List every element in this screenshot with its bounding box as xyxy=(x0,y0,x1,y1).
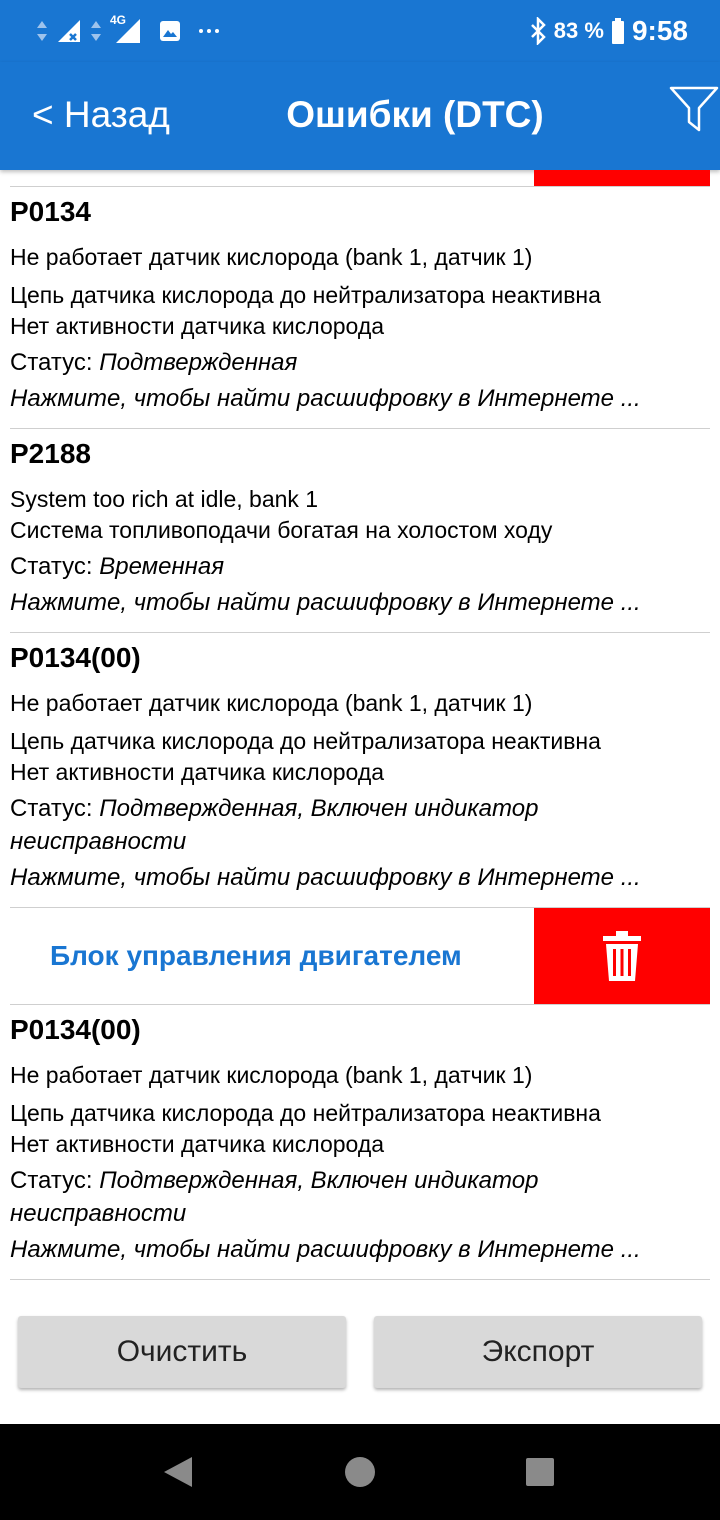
dtc-item[interactable] xyxy=(10,642,710,894)
dtc-item[interactable] xyxy=(10,196,710,415)
module-title: Блок управления двигателем xyxy=(50,940,462,971)
dtc-status xyxy=(10,346,710,379)
dtc-item[interactable] xyxy=(10,438,710,619)
module-header[interactable] xyxy=(0,908,720,1004)
app-bar xyxy=(0,62,720,170)
status-label: Статус: xyxy=(10,553,93,580)
dtc-code: P2188 xyxy=(10,438,91,469)
filter-button[interactable] xyxy=(668,84,720,140)
dtc-description: Цепь датчика кислорода до нейтрализатора неактивна xyxy=(10,728,601,754)
dtc-search-hint[interactable]: Нажмите, чтобы найти расшифровку в Интернете ... xyxy=(10,864,641,891)
export-button[interactable]: Экспорт xyxy=(374,1316,702,1388)
image-icon xyxy=(158,19,182,43)
back-icon[interactable] xyxy=(162,1455,194,1489)
divider xyxy=(10,1004,710,1005)
more-icon xyxy=(196,19,222,43)
battery-percent: 83 % xyxy=(553,18,604,43)
status-value: Подтвержденная, Включен индикатор неисправности xyxy=(10,1167,539,1227)
battery-icon xyxy=(610,17,626,45)
divider xyxy=(10,428,710,429)
signal-icon xyxy=(56,18,82,44)
dtc-description: Не работает датчик кислорода (bank 1, датчик 1) xyxy=(10,244,533,270)
dtc-code: P0134(00) xyxy=(10,1014,141,1045)
dtc-status xyxy=(10,1164,710,1230)
dtc-description: Не работает датчик кислорода (bank 1, датчик 1) xyxy=(10,690,533,716)
dtc-list[interactable] xyxy=(0,170,720,1285)
bluetooth-icon xyxy=(528,17,548,45)
dtc-description: Нет активности датчика кислорода xyxy=(10,1131,385,1157)
clock: 9:58 xyxy=(631,15,688,46)
status-label: Статус: xyxy=(10,795,93,822)
dtc-item[interactable] xyxy=(10,1014,710,1266)
page-title: Ошибки (DTC) xyxy=(286,94,544,135)
dtc-description: Нет активности датчика кислорода xyxy=(10,759,385,785)
dtc-search-hint[interactable]: Нажмите, чтобы найти расшифровку в Интернете ... xyxy=(10,589,641,616)
system-nav-bar xyxy=(0,1424,720,1520)
dtc-description: Не работает датчик кислорода (bank 1, датчик 1) xyxy=(10,1062,533,1088)
dtc-description: Цепь датчика кислорода до нейтрализатора неактивна xyxy=(10,282,601,308)
recents-icon[interactable] xyxy=(525,1457,555,1487)
dtc-description: System too rich at idle, bank 1 xyxy=(10,486,319,512)
status-right xyxy=(528,14,688,48)
signal-4g xyxy=(110,13,142,45)
dtc-description: Цепь датчика кислорода до нейтрализатора неактивна xyxy=(10,1100,601,1126)
dtc-description: Нет активности датчика кислорода xyxy=(10,313,385,339)
divider xyxy=(10,632,710,633)
network-type: 4G xyxy=(110,13,127,27)
back-button[interactable]: < Назад xyxy=(32,94,170,135)
dtc-search-hint[interactable]: Нажмите, чтобы найти расшифровку в Интернете ... xyxy=(10,1236,641,1263)
dtc-description: Система топливоподачи богатая на холостом ходу xyxy=(10,517,553,543)
dtc-code: P0134 xyxy=(10,196,91,227)
dtc-status xyxy=(10,792,710,858)
home-icon[interactable] xyxy=(344,1456,376,1488)
status-value: Подтвержденная xyxy=(99,349,298,376)
status-bar xyxy=(0,0,720,62)
status-value: Временная xyxy=(99,553,225,580)
status-label: Статус: xyxy=(10,1167,93,1194)
dtc-status xyxy=(10,550,710,583)
delete-tab-edge xyxy=(534,170,710,186)
status-left xyxy=(36,13,222,46)
filter-icon xyxy=(668,84,720,134)
trash-icon xyxy=(602,930,642,982)
delete-button[interactable] xyxy=(534,908,710,1004)
status-label: Статус: xyxy=(10,349,93,376)
clear-button[interactable]: Очистить xyxy=(18,1316,346,1388)
signal-icon xyxy=(90,19,102,43)
signal-icon xyxy=(114,19,142,45)
status-value: Подтвержденная, Включен индикатор неисправности xyxy=(10,795,539,855)
divider xyxy=(10,1279,710,1280)
divider xyxy=(10,186,710,187)
data-arrows-icon xyxy=(36,19,48,43)
dtc-code: P0134(00) xyxy=(10,642,141,673)
dtc-search-hint[interactable]: Нажмите, чтобы найти расшифровку в Интернете ... xyxy=(10,385,641,412)
